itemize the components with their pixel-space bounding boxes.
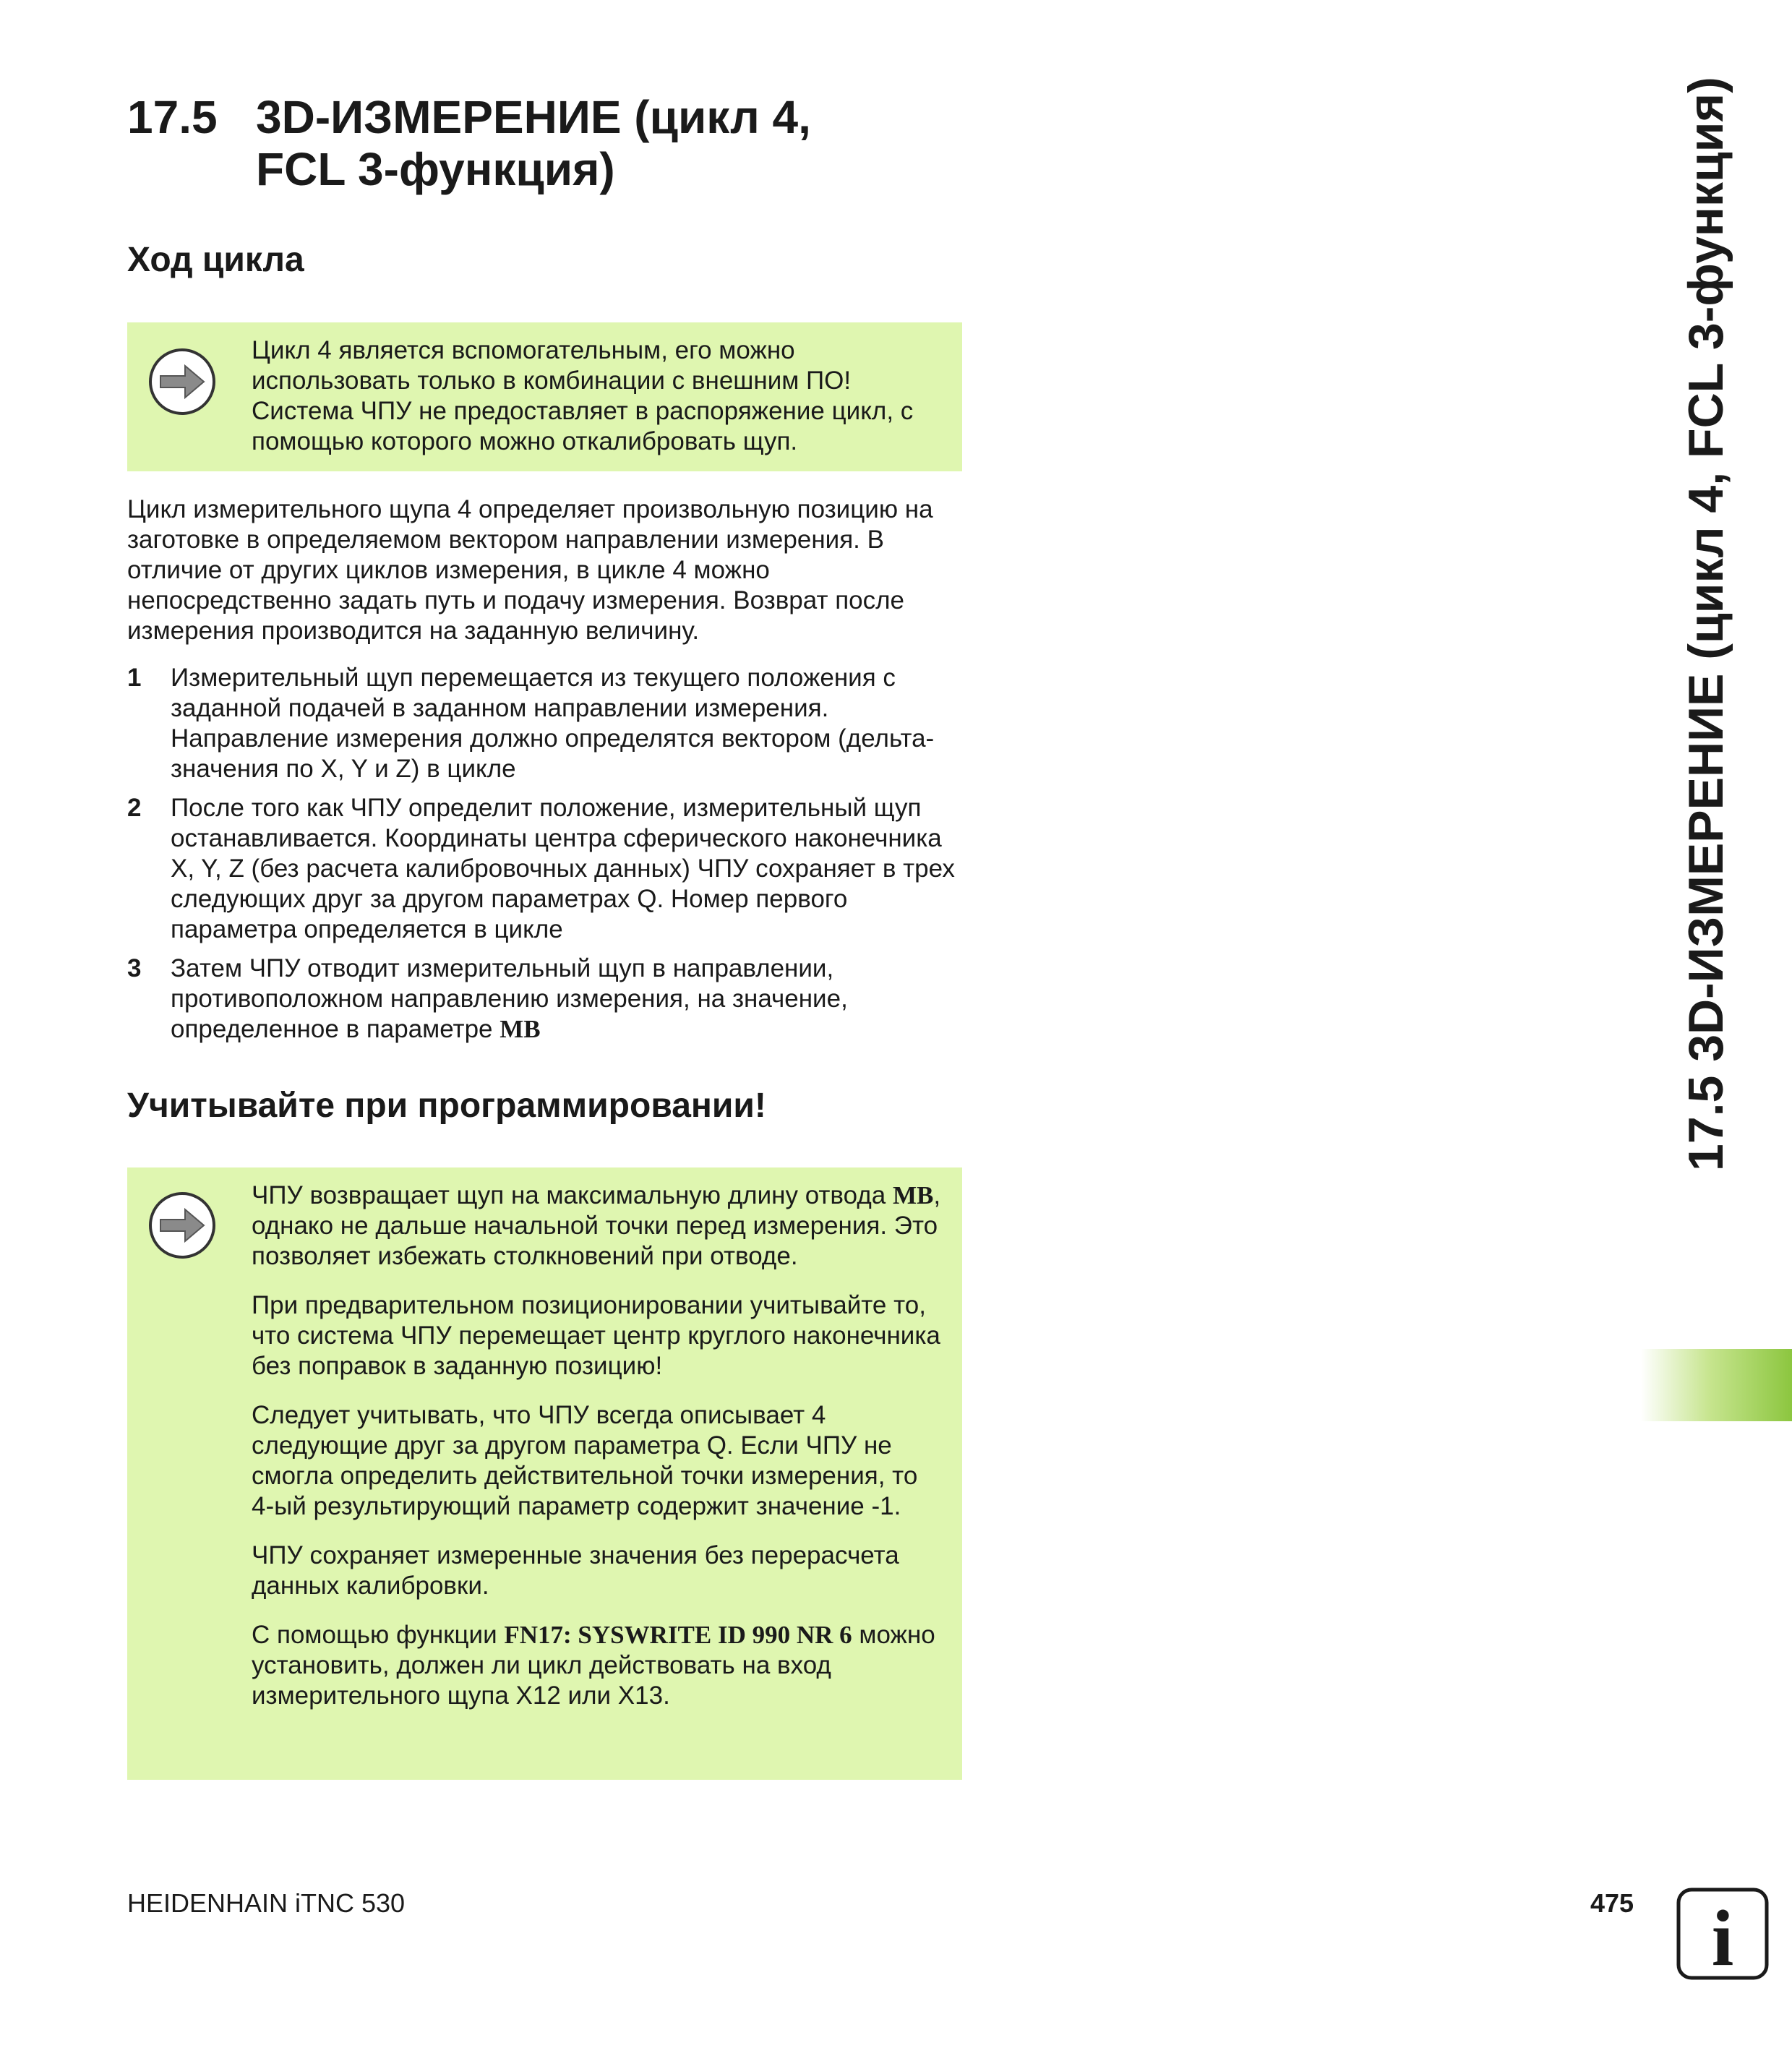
note-box-programming (127, 1167, 962, 1780)
note-software-text: Цикл 4 является вспомогательным, его можно использовать только в комбинации с внешним ПО! Система ЧПУ не предоставляет в распоряжение цикл, с помощью которого можно откалибровать щуп. (252, 336, 914, 455)
page-title-line2: FCL 3-функция) (256, 143, 615, 195)
step-number: 3 (127, 954, 142, 982)
arrow-right-icon (147, 347, 217, 416)
note-retract-pre: ЧПУ возвращает щуп на максимальную длину отвода (252, 1181, 893, 1209)
footer-product: HEIDENHAIN iTNC 530 (127, 1888, 406, 1918)
cycle-intro: Цикл измерительного щупа 4 определяет произвольную позицию на заготовке в определяемом вектором направлении измерения. В отличие от других циклов измерения, в цикле 4 можно непосредственно задать путь и подачу измерения. Возврат после измерения производится на заданную величину. (127, 495, 933, 645)
chapter-tab (1641, 1349, 1792, 1421)
cycle-steps (127, 663, 966, 1053)
info-icon-glyph: i (1711, 1894, 1734, 1981)
section-number: 17.5 (127, 91, 218, 143)
param-code: MB (892, 1181, 934, 1209)
note-text (252, 335, 942, 457)
step-text: Затем ЧПУ отводит измерительный щуп в направлении, противоположном направлению измерения, на значение, определенное в параметре (171, 954, 848, 1043)
note-box-software (127, 322, 962, 471)
step-number: 1 (127, 664, 142, 692)
list-item (127, 954, 966, 1045)
step-number: 2 (127, 794, 142, 822)
note-fn17 (252, 1620, 942, 1711)
step-text: После того как ЧПУ определит положение, измерительный щуп останавливается. Координаты центра сферического наконечника X, Y, Z (без расчета калибровочных данных) ЧПУ сохраняет в трех следующих друг за другом параметрах Q. Номер первого параметра определяется в цикле (171, 794, 955, 943)
programming-heading: Учитывайте при программировании! (127, 1087, 766, 1125)
note-calibration: ЧПУ сохраняет измеренные значения без перерасчета данных калибровки. (252, 1541, 899, 1600)
cycle-heading: Ход цикла (127, 241, 304, 279)
note-retract (252, 1181, 942, 1272)
note-prepositioning: При предварительном позиционировании учитывайте то, что система ЧПУ перемещает центр круглого наконечника без поправок в заданную позицию! (252, 1291, 940, 1380)
list-item (127, 793, 966, 945)
page-title-line1: 3D-ИЗМЕРЕНИЕ (цикл 4, (256, 91, 811, 143)
info-icon[interactable] (1676, 1887, 1770, 1981)
page-number: 475 (1590, 1888, 1634, 1918)
step-text: Измерительный щуп перемещается из текущего положения с заданной подачей в заданном направлении измерения. Направление измерения должно определятся вектором (дельта-значения по X, Y и Z) в цикле (171, 664, 935, 783)
page-title (256, 91, 943, 195)
note-q-params: Следует учитывать, что ЧПУ всегда описывает 4 следующие друг за другом параметра Q. Если ЧПУ не смогла определить действительной точки измерения, то 4-ый результирующий параметр содержит значение -1. (252, 1401, 918, 1520)
arrow-right-icon (147, 1191, 217, 1260)
note-fn17-post: можно установить, должен ли цикл действовать на вход измерительного щупа X12 или X13. (252, 1621, 935, 1710)
param-code: MB (500, 1015, 541, 1043)
note-retract-post: , однако не дальше начальной точки перед измерения. Это позволяет избежать столкновений при отводе. (252, 1181, 941, 1270)
fn17-code: FN17: SYSWRITE ID 990 NR 6 (504, 1621, 852, 1649)
side-section-title: 17.5 3D-ИЗМЕРЕНИЕ (цикл 4, FCL 3-функция) (1679, 77, 1733, 1171)
list-item (127, 663, 966, 784)
note-fn17-pre: С помощью функции (252, 1621, 505, 1649)
note-text (252, 1181, 942, 1711)
